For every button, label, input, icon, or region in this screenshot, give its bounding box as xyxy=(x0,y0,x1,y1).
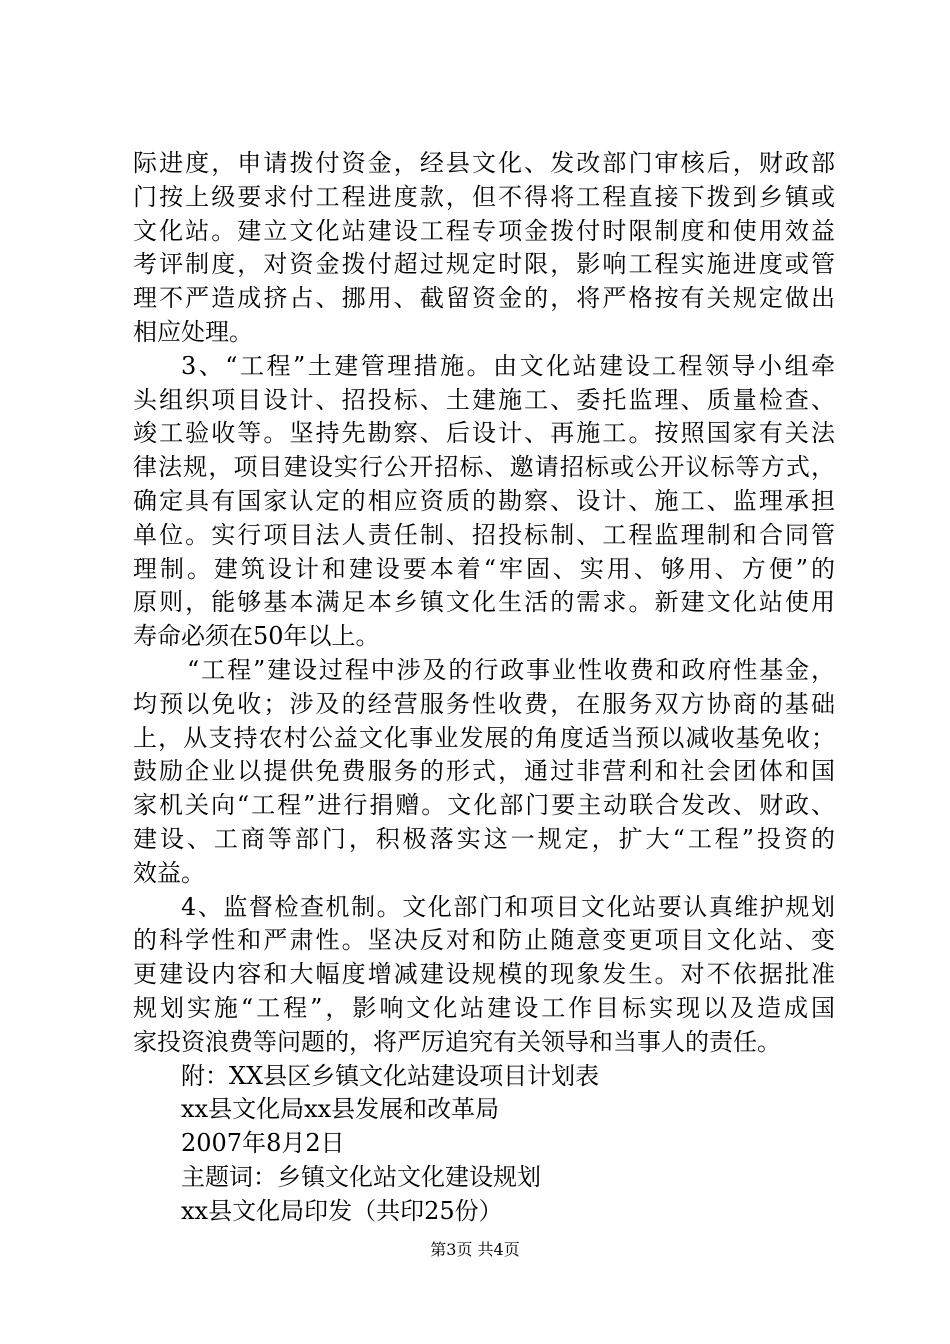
text-line: 单位。实行项目法人责任制、招投标制、工程监理制和合同管 xyxy=(133,520,835,549)
text-line: 门按上级要求付工程进度款，但不得将工程直接下拨到乡镇或 xyxy=(133,182,835,211)
date-line: 2007年8月2日 xyxy=(181,1129,345,1158)
printed-by-line: xx县文化局印发（共印25份） xyxy=(181,1196,503,1225)
text-line: 头组织项目设计、招投标、土建施工、委托监理、质量检查、 xyxy=(133,385,835,414)
text-line: 家机关向“工程”进行捐赠。文化部门要主动联合发改、财政、 xyxy=(133,791,835,820)
text-line: 建设、工商等部门，积极落实这一规定，扩大“工程”投资的 xyxy=(133,824,835,853)
paragraph-funding xyxy=(133,147,835,350)
text-line: 3、“工程”土建管理措施。由文化站建设工程领导小组牵 xyxy=(181,351,835,380)
text-line: 理不严造成挤占、挪用、截留资金的，将严格按有关规定做出 xyxy=(133,284,835,313)
text-line: 确定具有国家认定的相应资质的勘察、设计、施工、监理承担 xyxy=(133,486,835,515)
text-line: 相应处理。 xyxy=(133,317,253,346)
page-number: 第3页 共4页 xyxy=(430,1240,520,1259)
text-line: 考评制度，对资金拨付超过规定时限，影响工程实施进度或管 xyxy=(133,250,835,279)
text-line: 规划实施“工程”，影响文化站建设工作目标实现以及造成国 xyxy=(133,993,835,1022)
paragraph-construction-management xyxy=(133,350,835,654)
text-line: 均预以免收；涉及的经营服务性收费，在服务双方协商的基础 xyxy=(133,689,835,718)
text-line: 律法规，项目建设实行公开招标、邀请招标或公开议标等方式， xyxy=(133,453,835,482)
keywords-line: 主题词：乡镇文化站文化建设规划 xyxy=(181,1162,541,1191)
text-line: 际进度，申请拨付资金，经县文化、发改部门审核后，财政部 xyxy=(133,149,835,177)
text-line: 理制。建筑设计和建设要本着“牢固、实用、够用、方便”的 xyxy=(133,554,835,583)
text-line: 家投资浪费等问题的，将严厉追究有关领导和当事人的责任。 xyxy=(133,1027,781,1056)
text-line: 鼓励企业以提供免费服务的形式，通过非营利和社会团体和国 xyxy=(133,757,835,786)
paragraph-fees xyxy=(133,654,835,891)
text-line: 更建设内容和大幅度增减建设规模的现象发生。对不依据批准 xyxy=(133,960,835,989)
paragraph-supervision xyxy=(133,891,835,1060)
text-line: 效益。 xyxy=(133,858,205,887)
attachment-line: 附：XX县区乡镇文化站建设项目计划表 xyxy=(181,1061,600,1090)
text-line: 寿命必须在50年以上。 xyxy=(133,622,380,651)
text-line: “工程”建设过程中涉及的行政事业性收费和政府性基金， xyxy=(187,655,835,684)
issuers-line: xx县文化局xx县发展和改革局 xyxy=(181,1095,500,1124)
text-line: 竣工验收等。坚持先勘察、后设计、再施工。按照国家有关法 xyxy=(133,419,835,448)
text-line: 上，从支持农村公益文化事业发展的角度适当预以减收基免收； xyxy=(133,723,835,752)
page-footer xyxy=(0,1240,950,1260)
closing-block xyxy=(133,1060,835,1229)
text-line: 的科学性和严肃性。坚决反对和防止随意变更项目文化站、变 xyxy=(133,926,835,955)
text-line: 原则，能够基本满足本乡镇文化生活的需求。新建文化站使用 xyxy=(133,588,835,617)
text-line: 文化站。建立文化站建设工程专项金拨付时限制度和使用效益 xyxy=(133,216,835,245)
text-line: 4、监督检查机制。文化部门和项目文化站要认真维护规划 xyxy=(181,892,835,921)
document-body xyxy=(133,147,835,1229)
